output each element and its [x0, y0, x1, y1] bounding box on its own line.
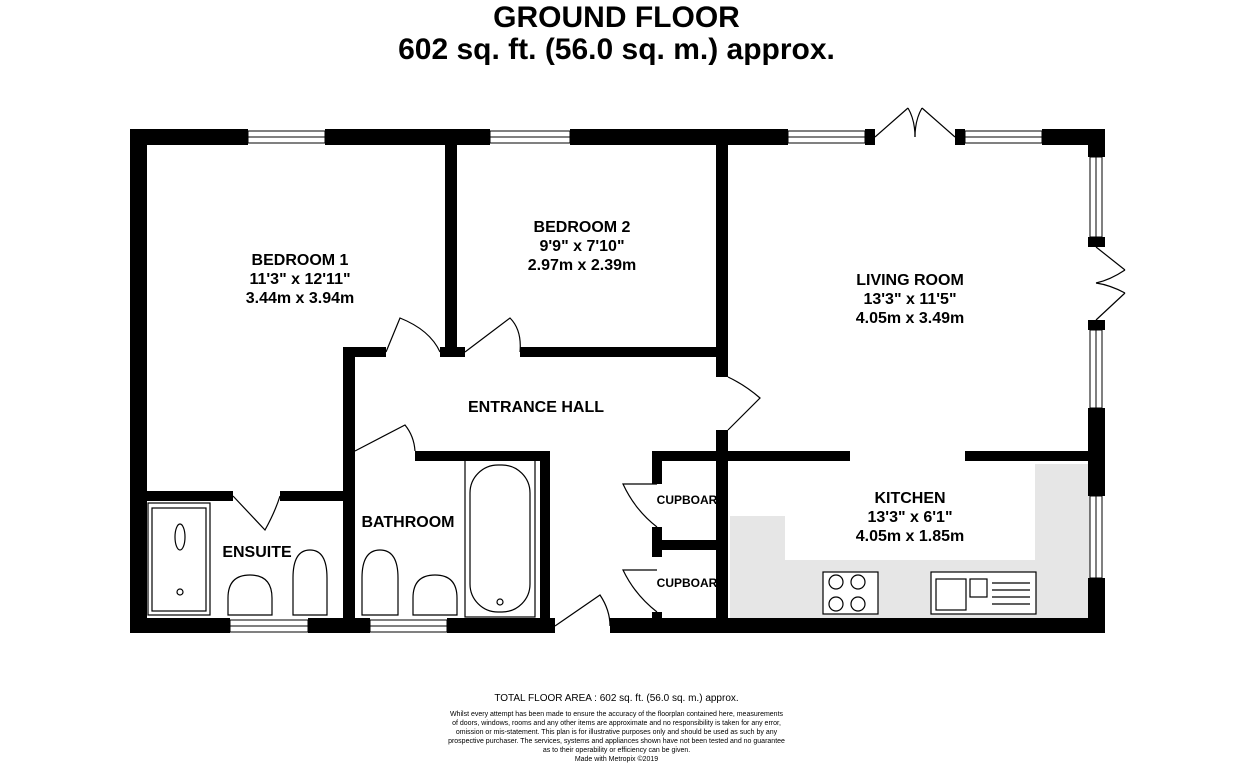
kitchen-imperial: 13'3" x 6'1" [867, 509, 953, 526]
disclaimer-line: Whilst every attempt has been made to ensure the accuracy of the floorplan contained here, measurements [449, 711, 784, 718]
bedroom1-metric: 3.44m x 3.94m [245, 290, 355, 307]
kitchen-metric: 4.05m x 1.85m [855, 528, 965, 545]
living-room-metric: 4.05m x 3.49m [855, 310, 965, 327]
bedroom2-name: BEDROOM 2 [533, 219, 631, 236]
made-with-credit: Made with Metropix ©2019 [574, 756, 659, 763]
bedroom2-metric: 2.97m x 2.39m [527, 257, 637, 274]
disclaimer-line: of doors, windows, rooms and any other items are approximate and no responsibility is taken for any error, [452, 720, 781, 727]
shower-tray [148, 503, 210, 615]
entrance-hall-name: ENTRANCE HALL [468, 399, 604, 416]
cupboard2-name: CUPBOAR [656, 576, 718, 590]
total-floor-area: TOTAL FLOOR AREA : 602 sq. ft. (56.0 sq. m.) approx. [494, 693, 739, 704]
bathroom-name: BATHROOM [361, 514, 455, 531]
windows [230, 131, 1102, 632]
living-room-name: LIVING ROOM [856, 272, 964, 289]
bedroom1-imperial: 11'3" x 12'11" [249, 271, 351, 288]
living-room-imperial: 13'3" x 11'5" [863, 291, 957, 308]
kitchen-name: KITCHEN [874, 490, 946, 507]
bathtub [465, 460, 535, 617]
floor-area: 602 sq. ft. (56.0 sq. m.) approx. [398, 33, 835, 66]
ensuite-name: ENSUITE [222, 544, 292, 561]
bedroom2-imperial: 9'9" x 7'10" [539, 238, 625, 255]
cupboard1-name: CUPBOAR [656, 493, 718, 507]
bedroom1-name: BEDROOM 1 [251, 252, 349, 269]
floor-title: GROUND FLOOR [493, 1, 740, 34]
disclaimer-line: prospective purchaser. The services, systems and appliances shown have not been tested and no guarantee [448, 738, 785, 745]
disclaimer-line: omission or mis-statement. This plan is for illustrative purposes only and should be used as such by any [455, 729, 778, 736]
disclaimer-line: as to their operability or efficiency can be given. [542, 747, 691, 754]
